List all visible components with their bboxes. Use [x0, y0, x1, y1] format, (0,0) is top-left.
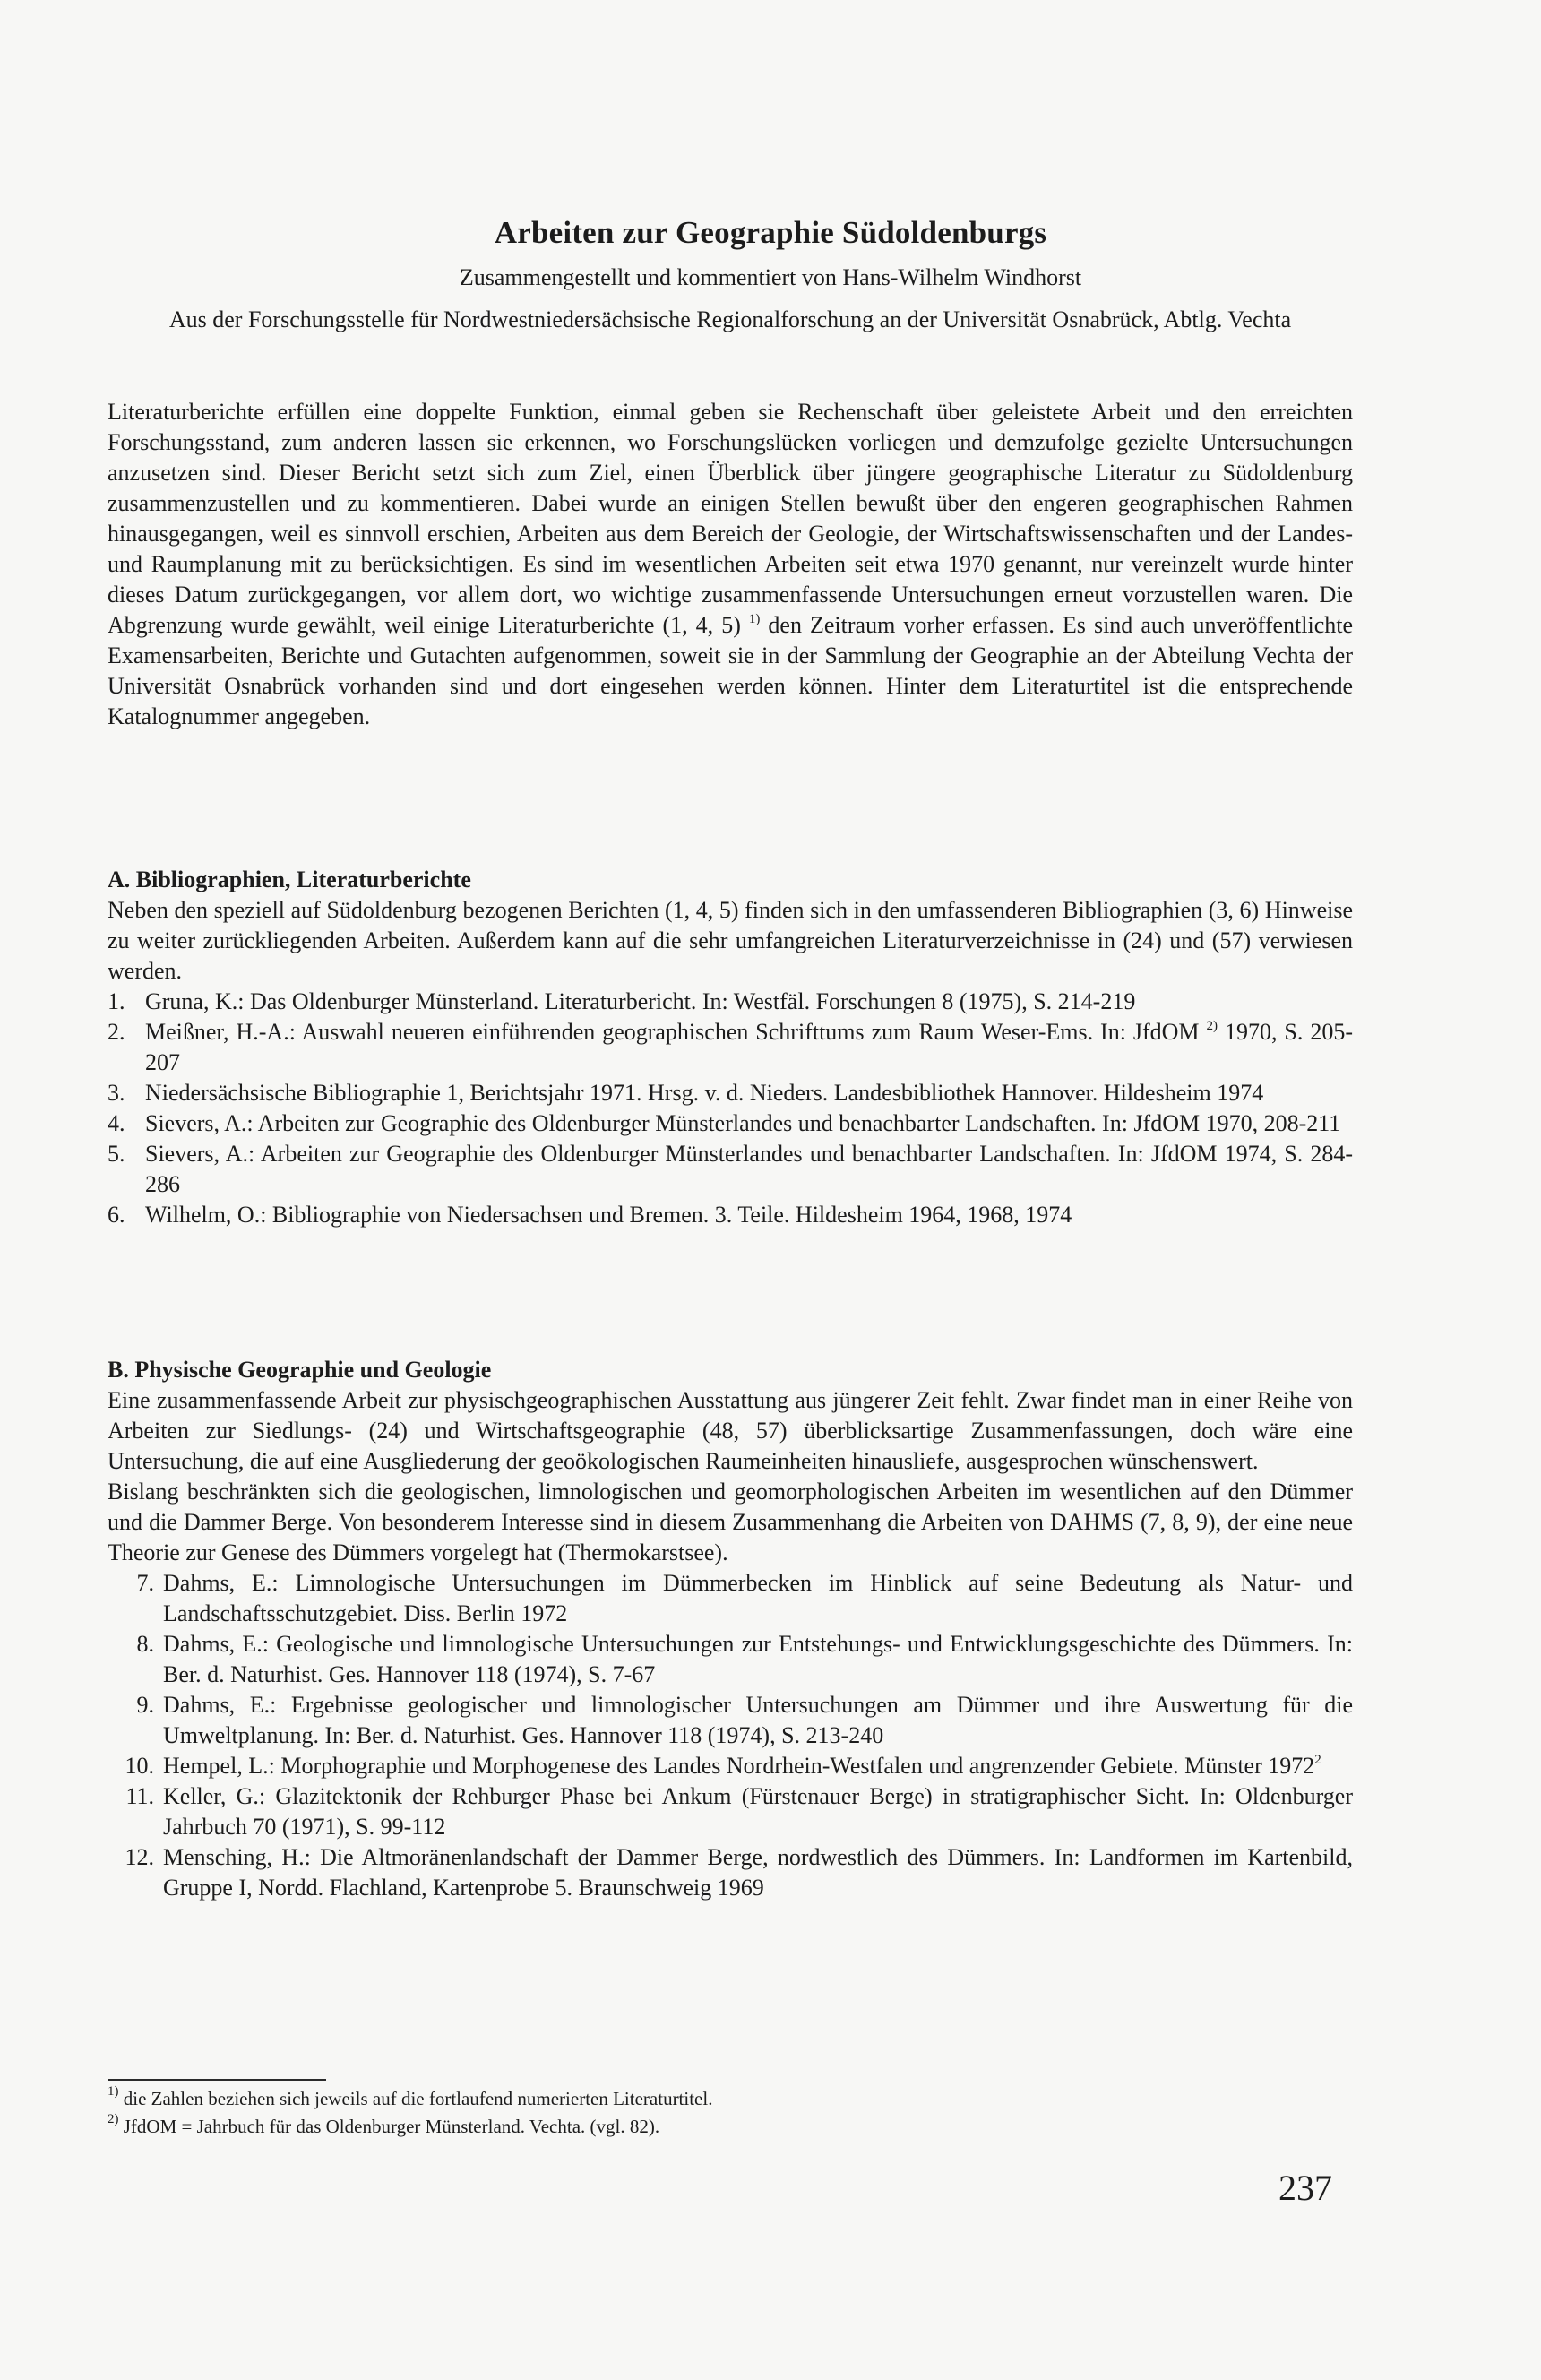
reference-text: Niedersächsische Bibliographie 1, Berichtsjahr 1971. Hrsg. v. d. Nieders. Landesbibliothek Hannover. Hildesheim 1974 [145, 1080, 1264, 1106]
reference-item [108, 1629, 1353, 1690]
reference-number: 12. [125, 1844, 154, 1870]
reference-number: 1. [108, 988, 125, 1014]
section-a-text: Neben den speziell auf Südoldenburg bezogenen Berichten (1, 4, 5) finden sich in den umfassenderen Bibliographien (3, 6) Hinweise zu weiter zurückliegenden Arbeiten. Außerdem kann auf die sehr umfangreichen Literaturverzeichnisse in (24) und (57) verwiesen werden. [108, 897, 1353, 984]
reference-number: 10. [125, 1753, 154, 1779]
affiliation: Aus der Forschungsstelle für Nordwestniedersächsische Regionalforschung an der Universität Osnabrück, Abtlg. Vechta [168, 306, 1292, 332]
reference-number: 2. [108, 1019, 125, 1045]
reference-item [108, 1017, 1353, 1078]
reference-number: 5. [108, 1141, 125, 1167]
footnote-divider [108, 2079, 326, 2081]
footnote-mark: 1) [108, 2084, 119, 2099]
footnote-ref-1: 1) [748, 612, 761, 626]
reference-number: 7. [136, 1570, 154, 1596]
reference-text: Keller, G.: Glazitektonik der Rehburger Phase bei Ankum (Fürstenauer Berge) in stratigraphischer Sicht. In: Oldenburger Jahrbuch 70 (1971), S. 99-112 [163, 1783, 1353, 1840]
reference-item [108, 1078, 1353, 1108]
reference-item [108, 1690, 1353, 1751]
footnote-text: JfdOM = Jahrbuch für das Oldenburger Münsterland. Vechta. (vgl. 82). [118, 2116, 660, 2137]
reference-item [108, 1139, 1353, 1200]
section-b-text-2: Bislang beschränkten sich die geologischen, limnologischen und geomorphologischen Arbeiten im wesentlichen auf den Dümmer und die Dammer Berge. Von besonderem Interesse sind in diesem Zusammenhang die Arbeiten von DAHMS (7, 8, 9), der eine neue Theorie zur Genese des Dümmers vorgelegt hat (Thermokarstsee). [108, 1479, 1353, 1565]
reference-text: Sievers, A.: Arbeiten zur Geographie des Oldenburger Münsterlandes und benachbarter Landschaften. In: JfdOM 1974, S. 284-286 [145, 1141, 1353, 1197]
reference-number: 11. [125, 1783, 154, 1809]
footnote-mark: 2) [108, 2112, 119, 2126]
reference-text: 1970, S. 205-207 [145, 1019, 1354, 1075]
reference-item [108, 1781, 1353, 1842]
article-title: Arbeiten zur Geographie Südoldenburgs [494, 215, 1047, 250]
reference-number: 4. [108, 1110, 125, 1136]
reference-text: Sievers, A.: Arbeiten zur Geographie des Oldenburger Münsterlandes und benachbarter Landschaften. In: JfdOM 1970, 208-211 [145, 1110, 1341, 1136]
section-b-heading: B. Physische Geographie und Geologie [108, 1357, 492, 1383]
reference-item [108, 1842, 1353, 1903]
reference-text: Gruna, K.: Das Oldenburger Münsterland. Literaturbericht. In: Westfäl. Forschungen 8 (1975), S. 214-219 [145, 988, 1136, 1014]
reference-text: Hempel, L.: Morphographie und Morphogenese des Landes Nordrhein-Westfalen und angrenzender Gebiete. Münster 1972 [163, 1753, 1315, 1779]
reference-text: Dahms, E.: Geologische und limnologische Untersuchungen zur Entstehungs- und Entwicklungsgeschichte des Dümmers. In: Ber. d. Naturhist. Ges. Hannover 118 (1974), S. 7-67 [163, 1631, 1353, 1687]
reference-item [108, 987, 1353, 1017]
intro-paragraph [108, 397, 1353, 732]
section-a-heading: A. Bibliographien, Literaturberichte [108, 867, 471, 892]
reference-item [108, 1108, 1353, 1139]
section-b [108, 1355, 1353, 1903]
reference-text: Mensching, H.: Die Altmoränenlandschaft der Dammer Berge, nordwestlich des Dümmers. In: Landformen im Kartenbild, Gruppe I, Nordd. Flachland, Kartenprobe 5. Braunschweig 1969 [163, 1844, 1353, 1901]
reference-item [108, 1200, 1353, 1230]
section-a [108, 865, 1353, 1230]
footnote-text: die Zahlen beziehen sich jeweils auf die fortlaufend numerierten Literaturtitel. [118, 2088, 713, 2109]
reference-text: Meißner, H.-A.: Auswahl neueren einführenden geographischen Schrifttums zum Raum Weser-Ems. In: JfdOM [145, 1019, 1207, 1045]
superscript-mark: 2 [1314, 1753, 1321, 1767]
footnote-2 [108, 2113, 1353, 2141]
reference-text: Dahms, E.: Limnologische Untersuchungen im Dümmerbecken im Hinblick auf seine Bedeutung als Natur- und Landschaftsschutzgebiet. Diss. Berlin 1972 [163, 1570, 1353, 1626]
page-number: 237 [1278, 2168, 1332, 2208]
reference-item [108, 1751, 1353, 1781]
reference-number: 6. [108, 1202, 125, 1228]
section-b-references [108, 1568, 1353, 1903]
intro-text-1: Literaturberichte erfüllen eine doppelte Funktion, einmal geben sie Rechenschaft über geleistete Arbeit und den erreichten Forschungsstand, zum anderen lassen sie erkennen, wo Forschungslücken vorliegen und demzufolge gezielte Untersuchungen anzusetzen sind. Dieser Bericht setzt sich zum Ziel, einen Überblick über jüngere geographische Literatur zu Südoldenburg zusammenzustellen und zu kommentieren. Dabei wurde an einigen Stellen bewußt über den engeren geographischen Rahmen hinausgegangen, weil es sinnvoll erschien, Arbeiten aus dem Bereich der Geologie, der Wirtschaftswissenschaften und der Landes- und Raumplanung mit zu berücksichtigen. Es sind im wesentlichen Arbeiten seit etwa 1970 genannt, nur vereinzelt wurde hinter dieses Datum zurückgegangen, vor allem dort, wo wichtige zusammenfassende Untersuchungen erneut vorzustellen waren. Die Abgrenzung wurde gewählt, weil einige Literaturberichte (1, 4, 5) [108, 399, 1353, 638]
section-a-references [108, 987, 1353, 1230]
reference-number: 3. [108, 1080, 125, 1106]
reference-item [108, 1568, 1353, 1629]
reference-text: Dahms, E.: Ergebnisse geologischer und limnologischer Untersuchungen am Dümmer und ihre Auswertung für die Umweltplanung. In: Ber. d. Naturhist. Ges. Hannover 118 (1974), S. 213-240 [163, 1692, 1353, 1748]
footnote-1 [108, 2085, 1353, 2113]
footnote-ref-2: 2) [1206, 1019, 1218, 1033]
reference-text: Wilhelm, O.: Bibliographie von Niedersachsen und Bremen. 3. Teile. Hildesheim 1964, 1968, 1974 [145, 1202, 1072, 1228]
intro-text-2: den Zeitraum vorher erfassen. Es sind auch unveröffentlichte Examensarbeiten, Berichte und Gutachten aufgenommen, soweit sie in der Sammlung der Geographie an der Abteilung Vechta der Universität Osnabrück vorhanden sind und dort eingesehen werden können. Hinter dem Literaturtitel ist die entsprechende Katalognummer angegeben. [108, 612, 1354, 729]
reference-number: 9. [136, 1692, 154, 1718]
article-subtitle: Zusammengestellt und kommentiert von Hans-Wilhelm Windhorst [459, 264, 1082, 290]
reference-number: 8. [136, 1631, 154, 1657]
section-b-text-1: Eine zusammenfassende Arbeit zur physischgeographischen Ausstattung aus jüngerer Zeit fehlt. Zwar findet man in einer Reihe von Arbeiten zur Siedlungs- (24) und Wirtschaftsgeographie (48, 57) überblicksartige Zusammenfassungen, doch wäre eine Untersuchung, die auf eine Ausgliederung der geoökologischen Raumeinheiten hinausliefe, ausgesprochen wünschenswert. [108, 1387, 1353, 1474]
footnotes [108, 2085, 1353, 2141]
